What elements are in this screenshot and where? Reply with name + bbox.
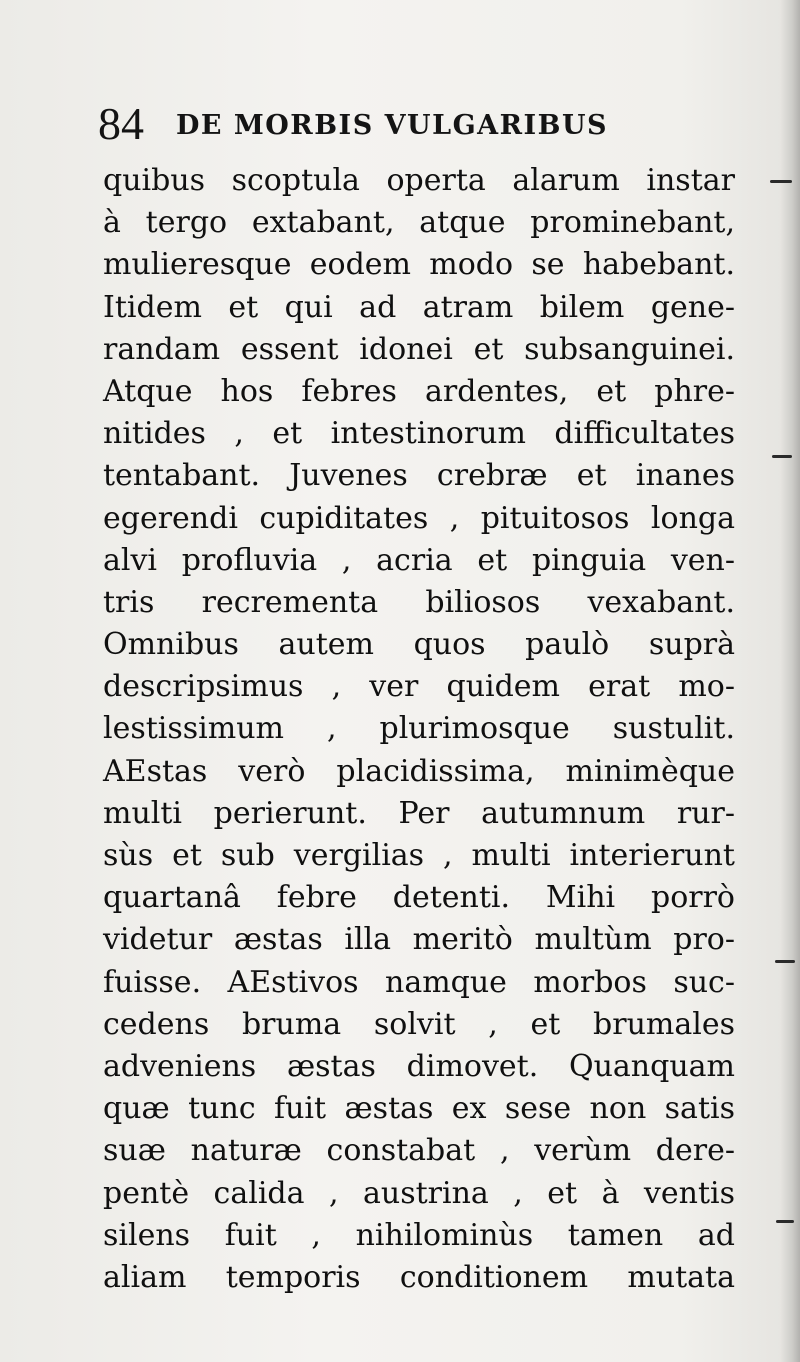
text-line: pentè calida , austrina , et à ventis	[103, 1175, 735, 1211]
text-line: sùs et sub vergilias , multi interierunt	[103, 838, 735, 873]
text-line: silens fuit , nihilominùs tamen ad	[103, 1217, 735, 1253]
page-edge-shadow	[780, 0, 800, 1362]
margin-mark	[775, 960, 795, 963]
text-line: suæ naturæ constabat , verùm dere-	[103, 1133, 735, 1169]
text-line: nitides , et intestinorum difficultates	[103, 416, 735, 452]
margin-mark	[772, 455, 792, 458]
text-line: egerendi cupiditates , pituitosos longa	[103, 500, 735, 536]
text-line: tentabant. Juvenes crebræ et inanes	[103, 458, 735, 494]
text-line: AEstas verò placidissima, minimèque	[103, 753, 735, 789]
text-line: cedens bruma solvit , et brumales	[103, 1006, 735, 1042]
text-line: mulieresque eodem modo se habebant.	[103, 247, 735, 283]
text-line: descripsimus , ver quidem erat mo-	[103, 669, 735, 705]
text-line: quæ tunc fuit æstas ex sese non satis	[103, 1091, 735, 1127]
margin-mark	[776, 1220, 794, 1223]
text-line: Itidem et qui ad atram bilem gene-	[103, 289, 735, 325]
text-line: randam essent idonei et subsanguinei.	[103, 331, 735, 367]
text-line: aliam temporis conditionem mutata	[103, 1259, 735, 1295]
text-line: lestissimum , plurimosque sustulit.	[103, 711, 735, 747]
text-line: multi perierunt. Per autumnum rur-	[103, 795, 735, 831]
text-line: tris recrementa biliosos vexabant.	[103, 584, 735, 620]
page-number: 84	[98, 98, 144, 149]
text-line: adveniens æstas dimovet. Quanquam	[103, 1048, 735, 1084]
text-line: quibus scoptula operta alarum instar	[103, 163, 735, 198]
text-line: Atque hos febres ardentes, et phre-	[103, 373, 735, 409]
text-line: quartanâ febre detenti. Mihi porrò	[103, 880, 735, 916]
running-head: DE MORBIS VULGARIBUS	[176, 110, 609, 141]
text-line: fuisse. AEstivos namque morbos suc-	[103, 964, 735, 1000]
text-line: videtur æstas illa meritò multùm pro-	[103, 922, 735, 958]
body-text	[103, 160, 735, 1299]
text-line: Omnibus autem quos paulò suprà	[103, 627, 735, 663]
page-header	[98, 96, 738, 156]
margin-mark	[770, 180, 792, 183]
text-line: alvi profluvia , acria et pinguia ven-	[103, 542, 735, 578]
text-line: à tergo extabant, atque prominebant,	[103, 205, 735, 241]
